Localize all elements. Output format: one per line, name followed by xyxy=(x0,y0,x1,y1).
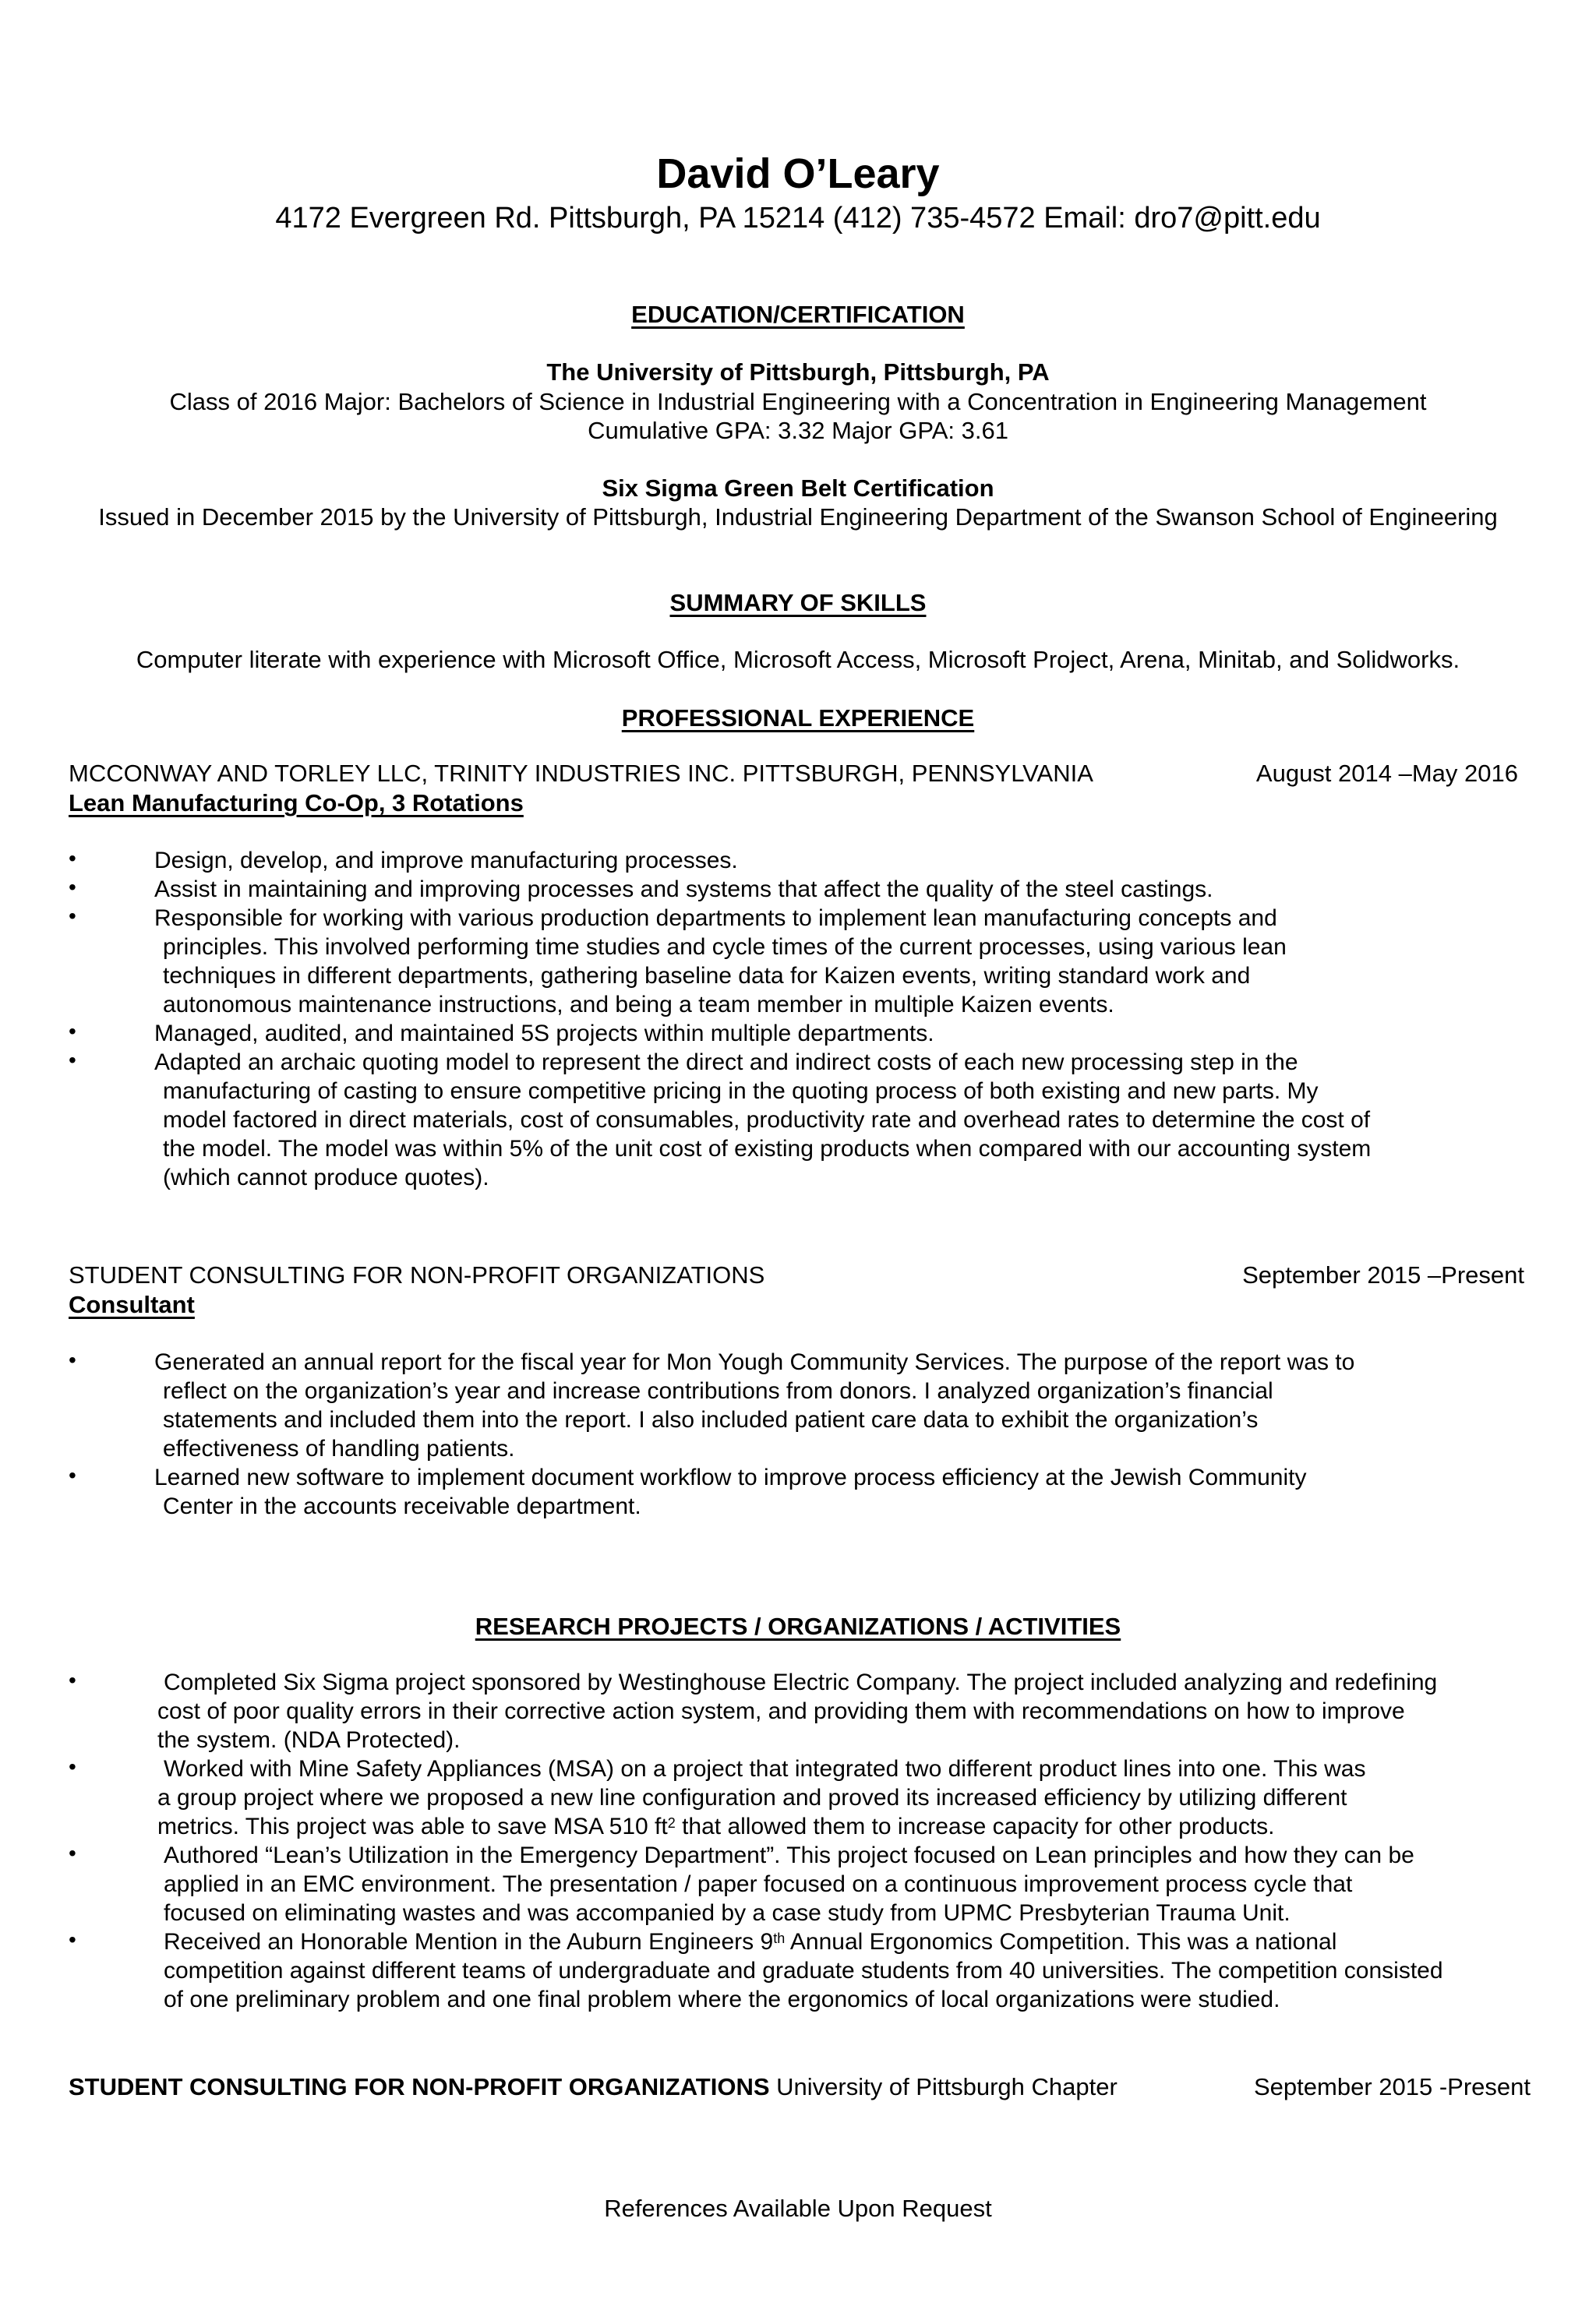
research-2-line-3: metrics. This project was able to save MSA 510 $ft^2$ that allowed them to increase capacity for other products. xyxy=(157,1814,1275,1839)
footer-org-chapter: University of Pittsburgh Chapter xyxy=(769,2073,1118,2100)
experience-heading: PROFESSIONAL EXPERIENCE xyxy=(621,704,975,732)
bullet-marker: • xyxy=(69,875,76,899)
research-4-line-2: competition against different teams of undergraduate and graduate students from 40 universities. The competition consisted xyxy=(164,1958,1443,1984)
gpa-line: Cumulative GPA: 3.32 Major GPA: 3.61 xyxy=(588,417,1008,444)
job1-bullet-5-line-1: Adapted an archaic quoting model to represent the direct and indirect costs of each new processing step in the xyxy=(154,1049,1298,1075)
skills-text: Computer literate with experience with Microsoft Office, Microsoft Access, Microsoft Project, Arena, Minitab, and Solidworks. xyxy=(136,646,1460,673)
research-2-line-1: Worked with Mine Safety Appliances (MSA) on a project that integrated two different product lines into one. This was xyxy=(164,1756,1366,1782)
job1-bullet-1: Design, develop, and improve manufacturing processes. xyxy=(154,848,738,873)
research-4-line-1: Received an Honorable Mention in the Auburn Engineers 9th Annual Ergonomics Competition. This was a national xyxy=(164,1929,1337,1955)
bullet-marker: • xyxy=(69,1463,76,1487)
job1-bullet-5-line-3: model factored in direct materials, cost of consumables, productivity rate and overhead rates to determine the cost of xyxy=(163,1107,1371,1133)
bullet-marker: • xyxy=(69,1048,76,1072)
research-heading: RESEARCH PROJECTS / ORGANIZATIONS / ACTIVITIES xyxy=(475,1613,1121,1640)
bullet-marker: • xyxy=(69,1019,76,1043)
footer-org-line xyxy=(69,2072,1118,2102)
certification-detail: Issued in December 2015 by the University of Pittsburgh, Industrial Engineering Department of the Swanson School of Engineering xyxy=(98,503,1498,531)
job1-bullet-3-line-1: Responsible for working with various production departments to implement lean manufacturing concepts and xyxy=(154,905,1277,931)
job1-bullet-3-line-3: techniques in different departments, gathering baseline data for Kaizen events, writing standard work and xyxy=(163,963,1251,989)
research-3-line-3: focused on eliminating wastes and was accompanied by a case study from UPMC Presbyterian Trauma Unit. xyxy=(164,1900,1291,1926)
job1-company: MCCONWAY AND TORLEY LLC, TRINITY INDUSTRIES INC. PITTSBURGH, PENNSYLVANIA xyxy=(69,760,1093,787)
job1-dates: August 2014 –May 2016 xyxy=(1255,760,1518,787)
bullet-marker: • xyxy=(69,1927,76,1952)
job2-bullet-1-line-2: reflect on the organization’s year and increase contributions from donors. I analyzed organization’s financial xyxy=(163,1378,1273,1404)
degree-line: Class of 2016 Major: Bachelors of Science in Industrial Engineering with a Concentration in Engineering Management xyxy=(169,388,1427,415)
bullet-marker: • xyxy=(69,1841,76,1865)
footer-org-dates: September 2015 -Present xyxy=(1254,2073,1531,2100)
bullet-marker: • xyxy=(69,846,76,870)
education-heading: EDUCATION/CERTIFICATION xyxy=(631,301,965,328)
research-1-line-2: cost of poor quality errors in their corrective action system, and providing them with recommendations on how to improve xyxy=(157,1698,1405,1724)
contact-info: 4172 Evergreen Rd. Pittsburgh, PA 15214 (412) 735-4572 Email: dro7@pitt.edu xyxy=(275,202,1321,235)
job1-bullet-3-line-4: autonomous maintenance instructions, and being a team member in multiple Kaizen events. xyxy=(163,992,1114,1017)
research-1-line-1: Completed Six Sigma project sponsored by Westinghouse Electric Company. The project included analyzing and redefining xyxy=(164,1670,1438,1695)
certification-title: Six Sigma Green Belt Certification xyxy=(602,474,994,502)
research-3-line-1: Authored “Lean’s Utilization in the Emergency Department”. This project focused on Lean principles and how they can be xyxy=(164,1843,1414,1868)
job1-bullet-4: Managed, audited, and maintained 5S projects within multiple departments. xyxy=(154,1021,934,1046)
bullet-marker: • xyxy=(69,1348,76,1372)
job1-role: Lean Manufacturing Co-Op, 3 Rotations xyxy=(69,789,524,816)
job1-bullet-5-line-2: manufacturing of casting to ensure competitive pricing in the quoting process of both existing and new parts. My xyxy=(163,1078,1319,1104)
job2-dates: September 2015 –Present xyxy=(1242,1261,1524,1289)
skills-heading: SUMMARY OF SKILLS xyxy=(669,589,927,616)
job1-bullet-5-line-4: the model. The model was within 5% of the unit cost of existing products when compared with our accounting system xyxy=(163,1136,1372,1162)
bullet-marker: • xyxy=(69,904,76,928)
job1-bullet-3-line-2: principles. This involved performing time studies and cycle times of the current processes, using various lean xyxy=(163,934,1287,960)
job2-role: Consultant xyxy=(69,1291,195,1318)
job1-bullet-2: Assist in maintaining and improving processes and systems that affect the quality of the steel castings. xyxy=(154,876,1213,902)
research-3-line-2: applied in an EMC environment. The presentation / paper focused on a continuous improvement process cycle that xyxy=(164,1871,1353,1897)
job2-bullet-2-line-1: Learned new software to implement document workflow to improve process efficiency at the Jewish Community xyxy=(154,1465,1307,1490)
school-name: The University of Pittsburgh, Pittsburgh, PA xyxy=(546,358,1050,386)
research-4-line-3: of one preliminary problem and one final problem where the ergonomics of local organizations were studied. xyxy=(164,1987,1280,2012)
job2-bullet-1-line-1: Generated an annual report for the fiscal year for Mon Yough Community Services. The purpose of the report was to xyxy=(154,1349,1355,1375)
bullet-marker: • xyxy=(69,1668,76,1692)
bullet-marker: • xyxy=(69,1754,76,1779)
references-note: References Available Upon Request xyxy=(604,2195,992,2222)
research-1-line-3: the system. (NDA Protected). xyxy=(157,1727,461,1753)
job2-company: STUDENT CONSULTING FOR NON-PROFIT ORGANIZATIONS xyxy=(69,1261,765,1289)
job2-bullet-1-line-3: statements and included them into the report. I also included patient care data to exhibit the organization’s xyxy=(163,1407,1259,1433)
candidate-name: David O’Leary xyxy=(656,150,940,197)
job2-bullet-2-line-2: Center in the accounts receivable department. xyxy=(163,1493,641,1519)
research-2-line-2: a group project where we proposed a new line configuration and proved its increased efficiency by utilizing different xyxy=(157,1785,1347,1811)
footer-org-name: STUDENT CONSULTING FOR NON-PROFIT ORGANIZATIONS xyxy=(69,2073,770,2100)
job2-bullet-1-line-4: effectiveness of handling patients. xyxy=(163,1436,515,1462)
job1-bullet-5-line-5: (which cannot produce quotes). xyxy=(163,1165,489,1190)
